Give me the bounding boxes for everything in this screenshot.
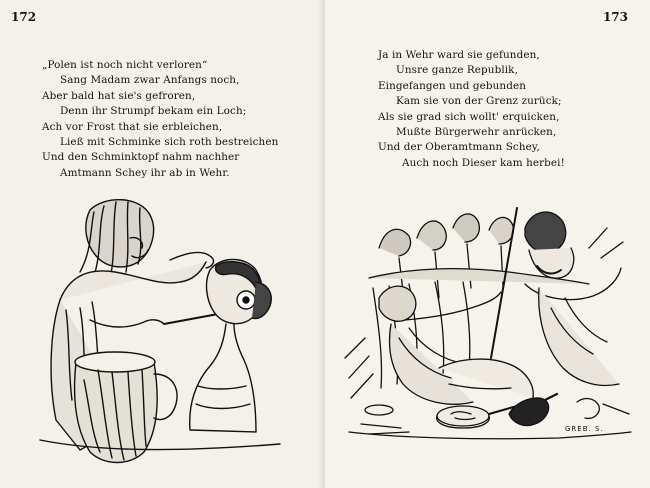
verse-line: Und der Oberamtmann Schey,	[378, 141, 540, 154]
left-illustration	[20, 190, 290, 480]
verse-line: Ach vor Frost that sie erbleichen,	[42, 120, 223, 133]
verse-line: Als sie grad sich wollt' erquicken,	[378, 110, 560, 123]
verse-line: Kam sie von der Grenz zurück;	[396, 95, 562, 108]
verse-line: Mußte Bürgerwehr anrücken,	[396, 126, 557, 139]
verse-line: Unsre ganze Republik,	[396, 64, 518, 77]
right-page-number: 173	[602, 10, 628, 24]
verse-line: Ließ mit Schminke sich roth bestreichen	[60, 136, 279, 149]
verse-line: Ja in Wehr ward sie gefunden,	[378, 49, 540, 61]
engraving-capture-scene	[339, 188, 639, 443]
engraving-rouge-scene	[20, 190, 290, 480]
right-verse	[378, 48, 565, 171]
verse-line: Sang Madam zwar Anfangs noch,	[60, 74, 240, 87]
verse-line: Und den Schminktopf nahm nachher	[42, 151, 240, 164]
left-verse	[42, 58, 278, 181]
verse-line: Denn ihr Strumpf bekam ein Loch;	[60, 105, 247, 118]
verse-line: Aber bald hat sie's gefroren,	[42, 89, 196, 102]
verse-line: Amtmann Schey ihr ab in Wehr.	[60, 166, 230, 179]
left-page-number: 172	[11, 10, 37, 24]
illustration-signature: GREB. S.	[565, 425, 604, 433]
right-illustration	[339, 188, 639, 443]
verse-line: Auch noch Dieser kam herbei!	[402, 156, 565, 169]
right-page	[325, 0, 650, 488]
verse-line: Eingefangen und gebunden	[378, 79, 526, 92]
verse-line: „Polen ist noch nicht verloren“	[42, 59, 208, 71]
